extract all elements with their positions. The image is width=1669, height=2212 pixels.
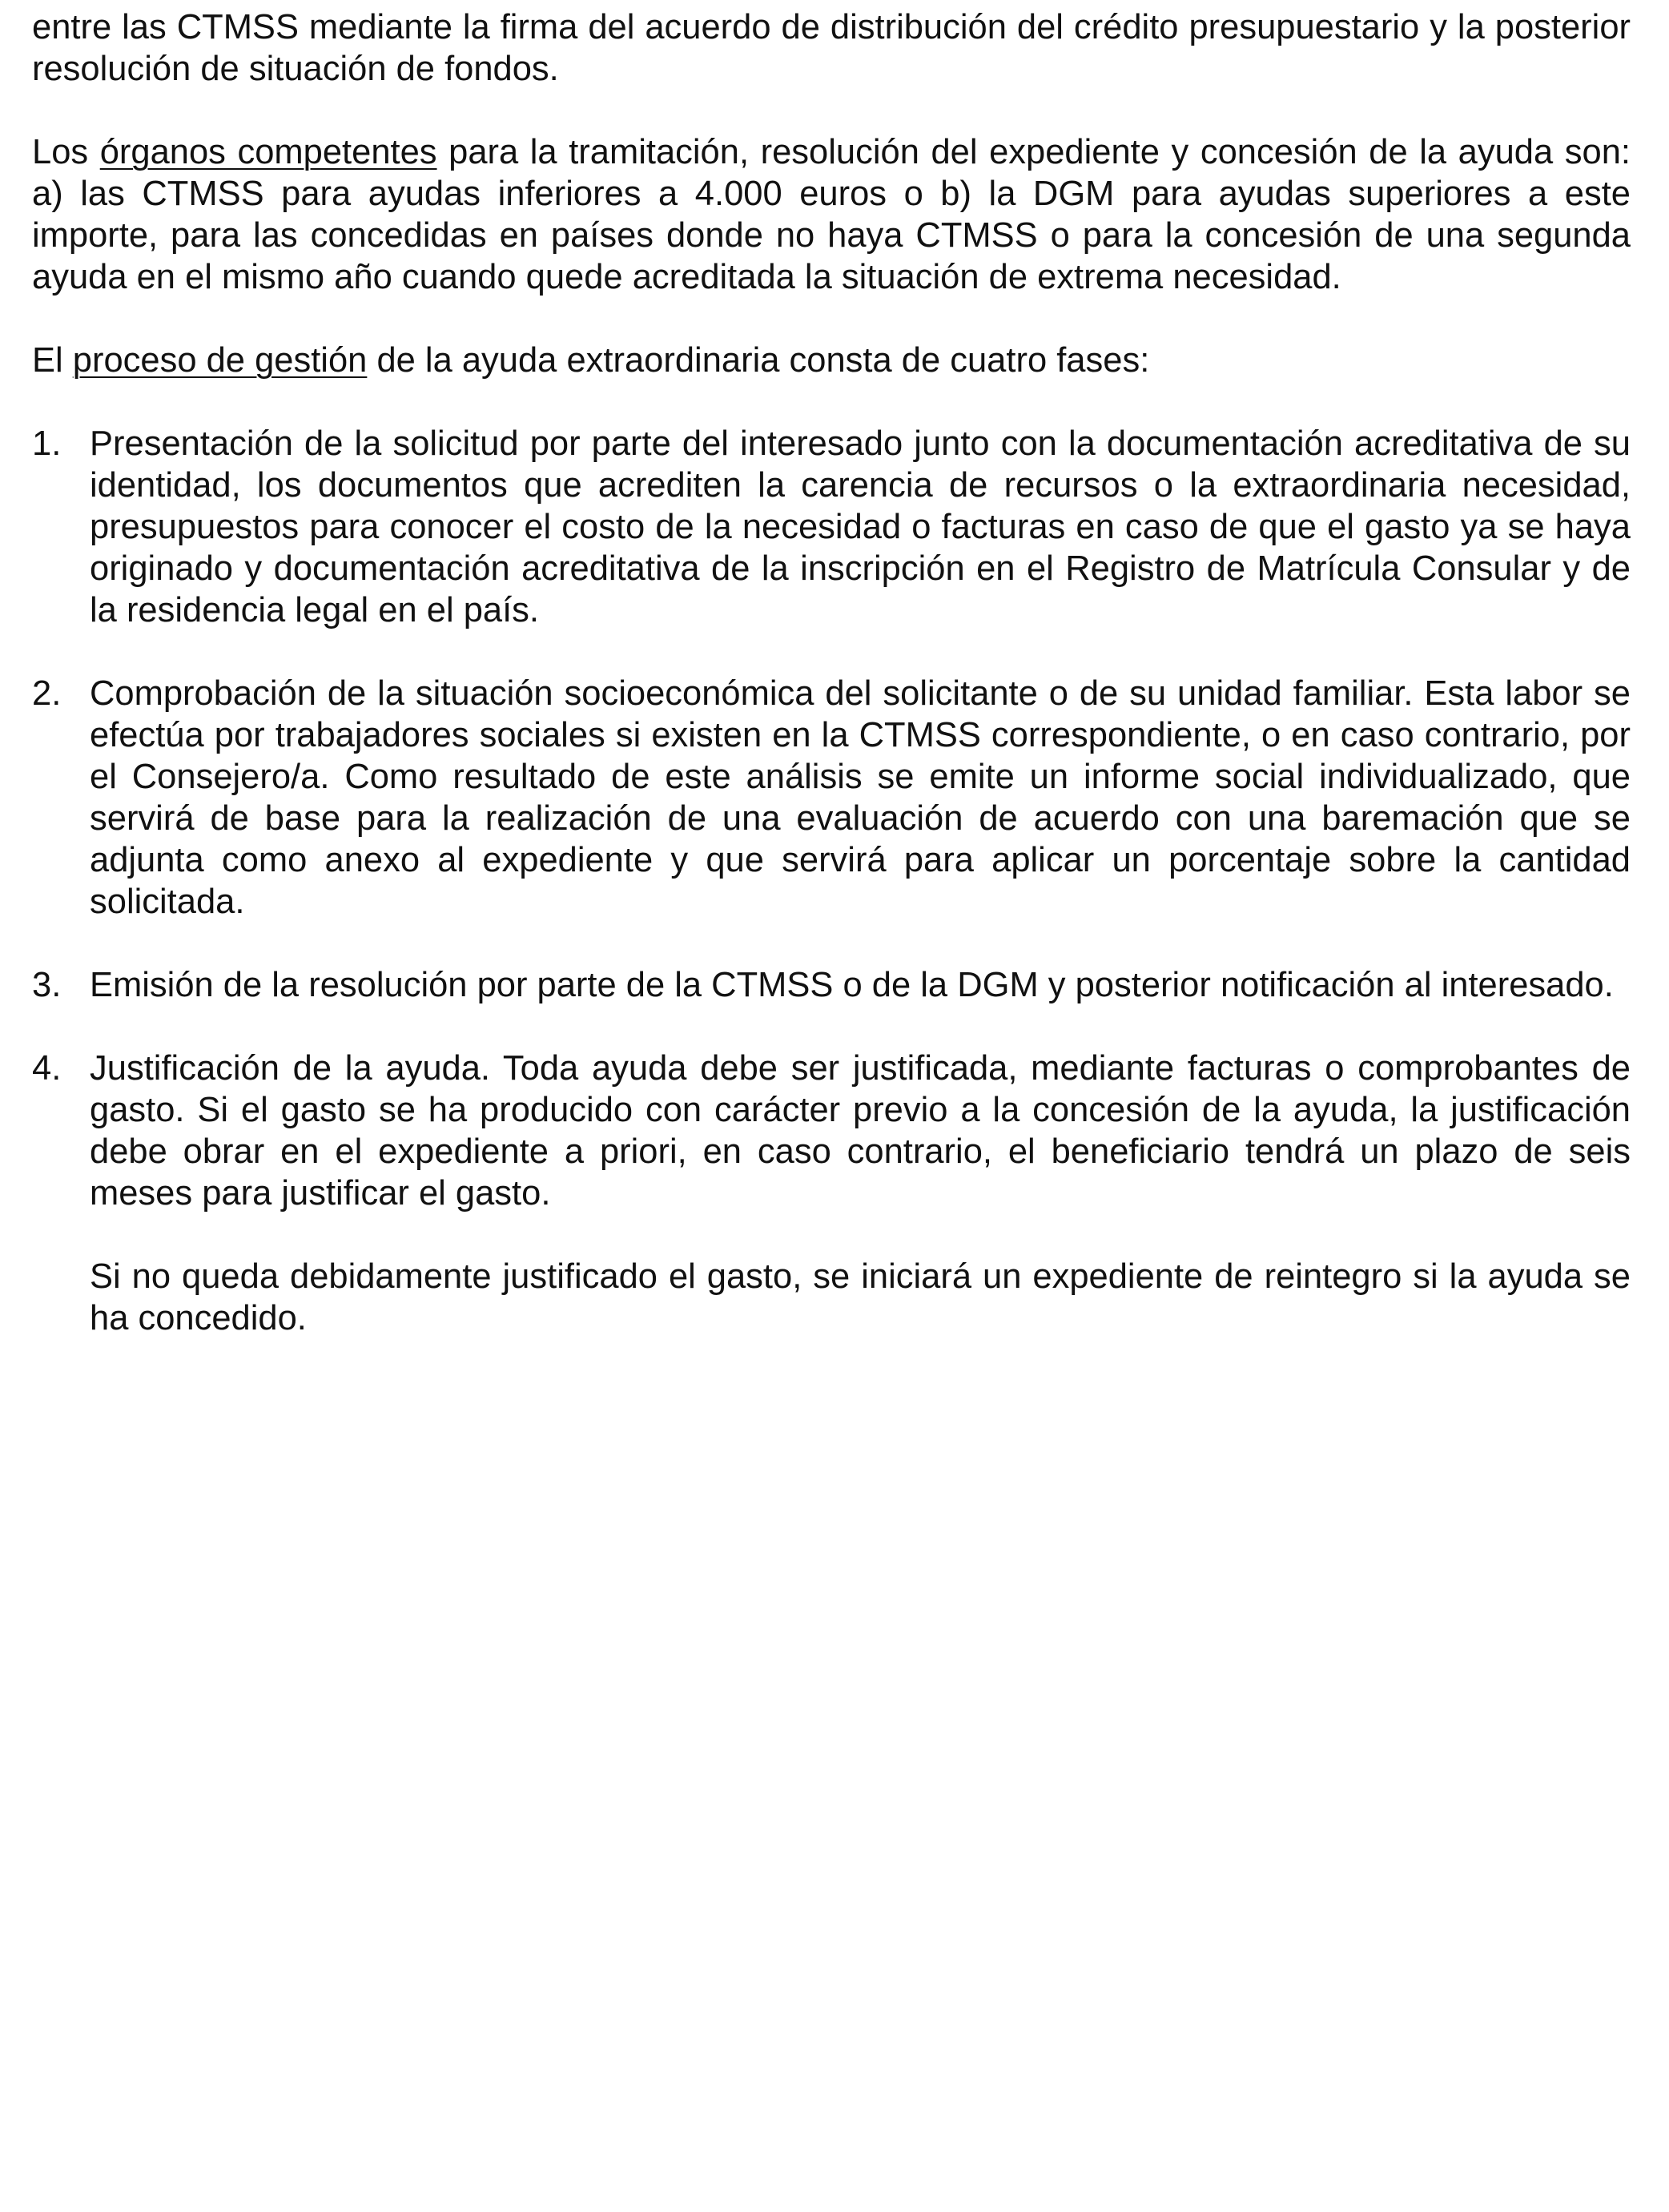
list-item — [32, 964, 1631, 1006]
intro-paragraph: entre las CTMSS mediante la firma del acuerdo de distribución del crédito presupuestario y la posterior resolución de situación de fondos. — [32, 8, 1631, 88]
list-item — [32, 423, 1631, 631]
list-item-number: 2. — [32, 674, 62, 713]
list-item — [32, 1048, 1631, 1339]
list-item — [32, 673, 1631, 923]
list-item-extra-text: Si no queda debidamente justificado el gasto, se iniciará un expediente de reintegro si la ayuda se ha concedido. — [90, 1257, 1631, 1337]
proceso-lead: El — [32, 341, 73, 380]
document-page — [32, 6, 1631, 1381]
proceso-paragraph — [32, 340, 1631, 381]
proceso-gestion-underlined: proceso de gestión — [72, 341, 368, 380]
list-item-text: Emisión de la resolución por parte de la CTMSS o de la DGM y posterior notificación al interesado. — [90, 966, 1614, 1004]
list-item-text: Justificación de la ayuda. Toda ayuda debe ser justificada, mediante facturas o comprobantes de gasto. Si el gasto se ha producido con carácter previo a la concesión de la ayuda, la justificación debe obrar en el expediente a priori, en caso contrario, el beneficiario tendrá un plazo de seis meses para justificar el gasto. — [90, 1049, 1631, 1213]
list-item-number: 3. — [32, 966, 62, 1004]
list-item-text: Presentación de la solicitud por parte del interesado junto con la documentación acreditativa de su identidad, los documentos que acrediten la carencia de recursos o la extraordinaria necesidad, presupuestos para conocer el costo de la necesidad o facturas en caso de que el gasto ya se haya originado y documentación acreditativa de la inscripción en el Registro de Matrícula Consular y de la residencia legal en el país. — [90, 424, 1631, 629]
fases-list — [32, 423, 1631, 1339]
proceso-body: de la ayuda extraordinaria consta de cuatro fases: — [367, 341, 1150, 380]
list-item-number: 1. — [32, 424, 62, 463]
organos-paragraph — [32, 131, 1631, 298]
organos-competentes-underlined: órganos competentes — [99, 133, 437, 171]
list-item-number: 4. — [32, 1049, 62, 1088]
organos-lead: Los — [32, 133, 100, 171]
organos-body: para la tramitación, resolución del expediente y concesión de la ayuda son: a) las CTMSS para ayudas inferiores a 4.000 euros o b) la DGM para ayudas superiores a este importe, para las concedidas en países donde no haya CTMSS o para la concesión de una segunda ayuda en el mismo año cuando quede acreditada la situación de extrema necesidad. — [32, 133, 1631, 296]
list-item-text: Comprobación de la situación socioeconómica del solicitante o de su unidad familiar. Esta labor se efectúa por trabajadores sociales si existen en la CTMSS correspondiente, o en caso contrario, por el Consejero/a. Como resultado de este análisis se emite un informe social individualizado, que servirá de base para la realización de una evaluación de acuerdo con una baremación que se adjunta como anexo al expediente y que servirá para aplicar un porcentaje sobre la cantidad solicitada. — [90, 674, 1631, 921]
